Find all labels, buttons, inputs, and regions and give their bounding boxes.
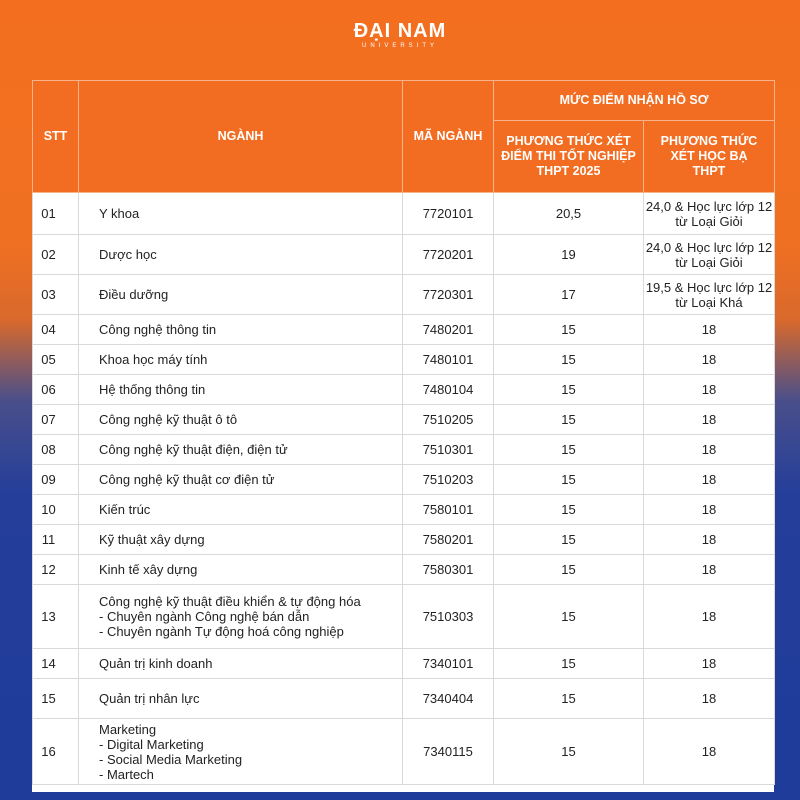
nganh-line: - Social Media Marketing [99,751,243,767]
table-row [33,465,775,495]
nganh-line: Công nghệ kỹ thuật điều khiển & tự động hóa [99,594,361,609]
cell-score-transcript [644,315,775,345]
cell-score-transcript [644,375,775,405]
header-method-transcript: PHƯƠNG THỨC XÉT HỌC BẠ THPT [644,121,775,193]
cell-score-transcript [644,345,775,375]
score-transcript-line: 18 [701,744,717,759]
nganh-line: Marketing [99,721,157,737]
cell-nganh [79,405,403,435]
nganh-line: - Martech [99,766,154,782]
table-row [33,375,775,405]
cell-ma-nganh: 7720201 [403,235,494,275]
nganh-line: Công nghệ kỹ thuật cơ điện tử [99,472,275,487]
header-method-exam: PHƯƠNG THỨC XÉT ĐIỂM THI TỐT NGHIỆP THPT 2025 [494,121,644,193]
nganh-line: Quản trị nhân lực [99,691,200,706]
cell-ma-nganh: 7510205 [403,405,494,435]
score-transcript-line: từ Loại Giỏi [675,254,743,270]
cell-ma-nganh: 7510303 [403,585,494,649]
score-transcript-line: 18 [701,442,717,457]
cell-ma-nganh: 7340115 [403,719,494,785]
cell-ma-nganh: 7340101 [403,649,494,679]
cell-score-transcript [644,275,775,315]
cell-stt: 13 [33,585,79,649]
cell-ma-nganh: 7340404 [403,679,494,719]
cell-score-transcript [644,495,775,525]
cell-stt: 07 [33,405,79,435]
cell-nganh [79,649,403,679]
cell-stt: 04 [33,315,79,345]
score-transcript-line: 18 [701,532,717,547]
cell-stt: 12 [33,555,79,585]
nganh-line: Kinh tế xây dựng [99,562,198,577]
cell-ma-nganh: 7480201 [403,315,494,345]
cell-score-exam: 20,5 [494,193,644,235]
nganh-line: Công nghệ thông tin [99,322,217,337]
cell-ma-nganh: 7580101 [403,495,494,525]
cell-ma-nganh: 7580201 [403,525,494,555]
table-row [33,235,775,275]
table-row [33,345,775,375]
cell-score-exam: 15 [494,495,644,525]
cell-score-exam: 15 [494,435,644,465]
cell-score-transcript [644,405,775,435]
nganh-line: Điều dưỡng [99,287,169,302]
cell-ma-nganh: 7480101 [403,345,494,375]
score-transcript-line: 18 [701,322,717,337]
table-row [33,585,775,649]
cell-stt: 14 [33,649,79,679]
cell-stt: 16 [33,719,79,785]
nganh-line: Khoa học máy tính [99,352,208,367]
nganh-line: Công nghệ kỹ thuật điện, điện tử [99,442,288,457]
table-row [33,315,775,345]
score-transcript-line: 18 [701,502,717,517]
cell-score-exam: 15 [494,649,644,679]
cell-nganh [79,719,403,785]
cell-stt: 05 [33,345,79,375]
cell-score-transcript [644,193,775,235]
cell-score-transcript [644,525,775,555]
cell-stt: 11 [33,525,79,555]
score-transcript-line: 18 [701,656,717,671]
cell-nganh [79,275,403,315]
table-row [33,275,775,315]
cell-score-transcript [644,555,775,585]
cell-score-exam: 15 [494,315,644,345]
score-transcript-line: 18 [701,562,717,577]
table-row [33,555,775,585]
cell-nganh [79,435,403,465]
cell-nganh [79,679,403,719]
score-transcript-line: từ Loại Giỏi [675,213,743,229]
nganh-line: - Chuyên ngành Công nghệ bán dẫn [99,609,310,624]
table-row [33,525,775,555]
table-row [33,679,775,719]
nganh-line: - Digital Marketing [99,736,204,752]
cell-score-transcript [644,435,775,465]
admission-score-table [32,80,775,785]
score-transcript-line: 19,5 & Học lực lớp 12 [645,279,773,295]
cell-stt: 10 [33,495,79,525]
table-row [33,495,775,525]
score-transcript-line: 24,0 & Học lực lớp 12 [645,198,773,214]
cell-nganh [79,585,403,649]
cell-nganh [79,465,403,495]
cell-ma-nganh: 7580301 [403,555,494,585]
cell-stt: 06 [33,375,79,405]
logo-sub-text: UNIVERSITY [361,43,438,49]
header-ma-nganh: MÃ NGÀNH [403,81,494,193]
header-stt: STT [33,81,79,193]
score-transcript-line: 18 [701,472,717,487]
cell-nganh [79,235,403,275]
nganh-line: Y khoa [99,206,140,221]
cell-score-exam: 15 [494,525,644,555]
score-transcript-line: 18 [701,609,717,624]
nganh-line: Dược học [99,247,157,262]
nganh-line: Công nghệ kỹ thuật ô tô [99,412,238,427]
cell-score-exam: 19 [494,235,644,275]
cell-score-transcript [644,235,775,275]
table-row [33,719,775,785]
cell-nganh [79,193,403,235]
cell-stt: 08 [33,435,79,465]
table-row [33,435,775,465]
cell-ma-nganh: 7510203 [403,465,494,495]
cell-stt: 09 [33,465,79,495]
score-transcript-line: 18 [701,412,717,427]
cell-stt: 01 [33,193,79,235]
cell-nganh [79,345,403,375]
nganh-line: Quản trị kinh doanh [99,656,213,671]
score-transcript-line: 18 [701,691,717,706]
cell-nganh [79,315,403,345]
table-row [33,405,775,435]
nganh-line: Hệ thống thông tin [99,382,206,397]
score-transcript-line: 24,0 & Học lực lớp 12 [645,239,773,255]
cell-ma-nganh: 7720101 [403,193,494,235]
table-body [33,193,775,785]
cell-score-transcript [644,719,775,785]
nganh-line: Kỹ thuật xây dựng [99,532,205,547]
cell-score-transcript [644,679,775,719]
header-score-group: MỨC ĐIỂM NHẬN HỒ SƠ [494,81,775,121]
logo-main-text: ĐẠI NAM [353,20,447,42]
cell-nganh [79,375,403,405]
score-transcript-line: 18 [701,382,717,397]
university-logo [0,20,800,49]
cell-stt: 15 [33,679,79,719]
header-nganh: NGÀNH [79,81,403,193]
cell-nganh [79,495,403,525]
cell-stt: 03 [33,275,79,315]
cell-nganh [79,525,403,555]
cell-score-transcript [644,585,775,649]
nganh-line: - Chuyên ngành Tự động hoá công nghiệp [99,624,344,639]
score-transcript-line: 18 [701,352,717,367]
cell-ma-nganh: 7510301 [403,435,494,465]
admission-table-container [32,80,774,792]
table-row [33,193,775,235]
cell-score-exam: 15 [494,405,644,435]
cell-ma-nganh: 7720301 [403,275,494,315]
cell-score-exam: 15 [494,555,644,585]
cell-score-transcript [644,649,775,679]
cell-score-exam: 15 [494,465,644,495]
cell-score-exam: 15 [494,345,644,375]
nganh-line: Kiến trúc [99,502,151,517]
cell-score-exam: 15 [494,585,644,649]
cell-score-transcript [644,465,775,495]
cell-stt: 02 [33,235,79,275]
cell-nganh [79,555,403,585]
table-row [33,649,775,679]
cell-score-exam: 15 [494,719,644,785]
cell-score-exam: 15 [494,375,644,405]
score-transcript-line: từ Loại Khá [675,294,743,310]
cell-score-exam: 15 [494,679,644,719]
cell-score-exam: 17 [494,275,644,315]
cell-ma-nganh: 7480104 [403,375,494,405]
